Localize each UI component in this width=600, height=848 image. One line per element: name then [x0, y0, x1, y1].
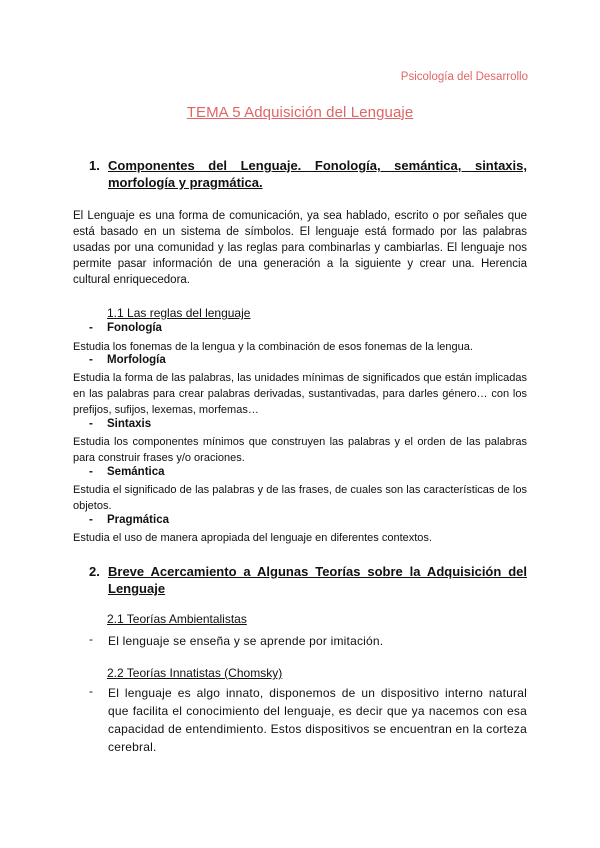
- rule-desc-sintaxis: Estudia los componentes mínimos que construyen las palabras y el orden de las palabras para construir frases y/o oraciones.: [73, 436, 527, 464]
- rule-desc-fonologia: Estudia los fonemas de la lengua y la combinación de esos fonemas de la lengua.: [73, 341, 473, 353]
- section-1-heading: Componentes del Lenguaje. Fonología, semántica, sintaxis, morfología y pragmática.: [108, 158, 527, 190]
- subheading-ambientalistas: 2.1 Teorías Ambientalistas: [107, 612, 247, 626]
- rule-term-morfologia: Morfología: [107, 354, 166, 366]
- rule-term-pragmatica: Pragmática: [107, 514, 170, 526]
- course-header: Psicología del Desarrollo: [400, 71, 528, 83]
- rule-dash: -: [89, 466, 93, 478]
- rule-desc-morfologia: Estudia la forma de las palabras, las unidades mínimas de significados que están implicadas en las palabras para crear palabras derivadas, sustantivadas, para darles género… con los prefijos, sufijos, lexemas, morfemas…: [73, 372, 527, 416]
- section-1-intro: El Lenguaje es una forma de comunicación, ya sea hablado, escrito o por señales que está basado en un sistema de símbolos. El lenguaje está formado por las palabras usadas por una comunidad y las reglas para combinarlas y cambiarlas. El lenguaje nos permite pasar información de una generación a la siguiente y crear una. Herencia cultural enriquecedora.: [73, 210, 527, 286]
- section-2-heading: Breve Acercamiento a Algunas Teorías sobre la Adquisición del Lenguaje: [108, 564, 527, 596]
- rule-term-sintaxis: Sintaxis: [107, 418, 152, 430]
- innatistas-text: El lenguaje es algo innato, disponemos de un dispositivo interno natural que facilita el conocimiento del lenguaje, es decir que ya nacemos con esa capacidad de entendimiento. Estos dispositivos se encuentran en la corteza cerebral.: [108, 686, 527, 754]
- rule-term-fonologia: Fonología: [107, 322, 162, 334]
- section-1-number: 1.: [89, 158, 100, 173]
- rule-desc-pragmatica: Estudia el uso de manera apropiada del lenguaje en diferentes contextos.: [73, 532, 432, 544]
- subheading-innatistas: 2.2 Teorías Innatistas (Chomsky): [107, 666, 283, 680]
- rule-dash: -: [89, 322, 93, 334]
- list-dash: -: [89, 684, 93, 698]
- rule-dash: -: [89, 418, 93, 430]
- subheading-rules: 1.1 Las reglas del lenguaje: [107, 306, 251, 320]
- ambientalistas-text: El lenguaje se enseña y se aprende por imitación.: [108, 634, 384, 648]
- rule-term-semantica: Semántica: [107, 466, 165, 478]
- section-2-number: 2.: [89, 564, 100, 579]
- rule-dash: -: [89, 514, 93, 526]
- rule-dash: -: [89, 354, 93, 366]
- list-dash: -: [89, 632, 93, 646]
- rule-desc-semantica: Estudia el significado de las palabras y de las frases, de cuales son las características de los objetos.: [73, 484, 527, 512]
- page-title: TEMA 5 Adquisición del Lenguaje: [186, 104, 414, 121]
